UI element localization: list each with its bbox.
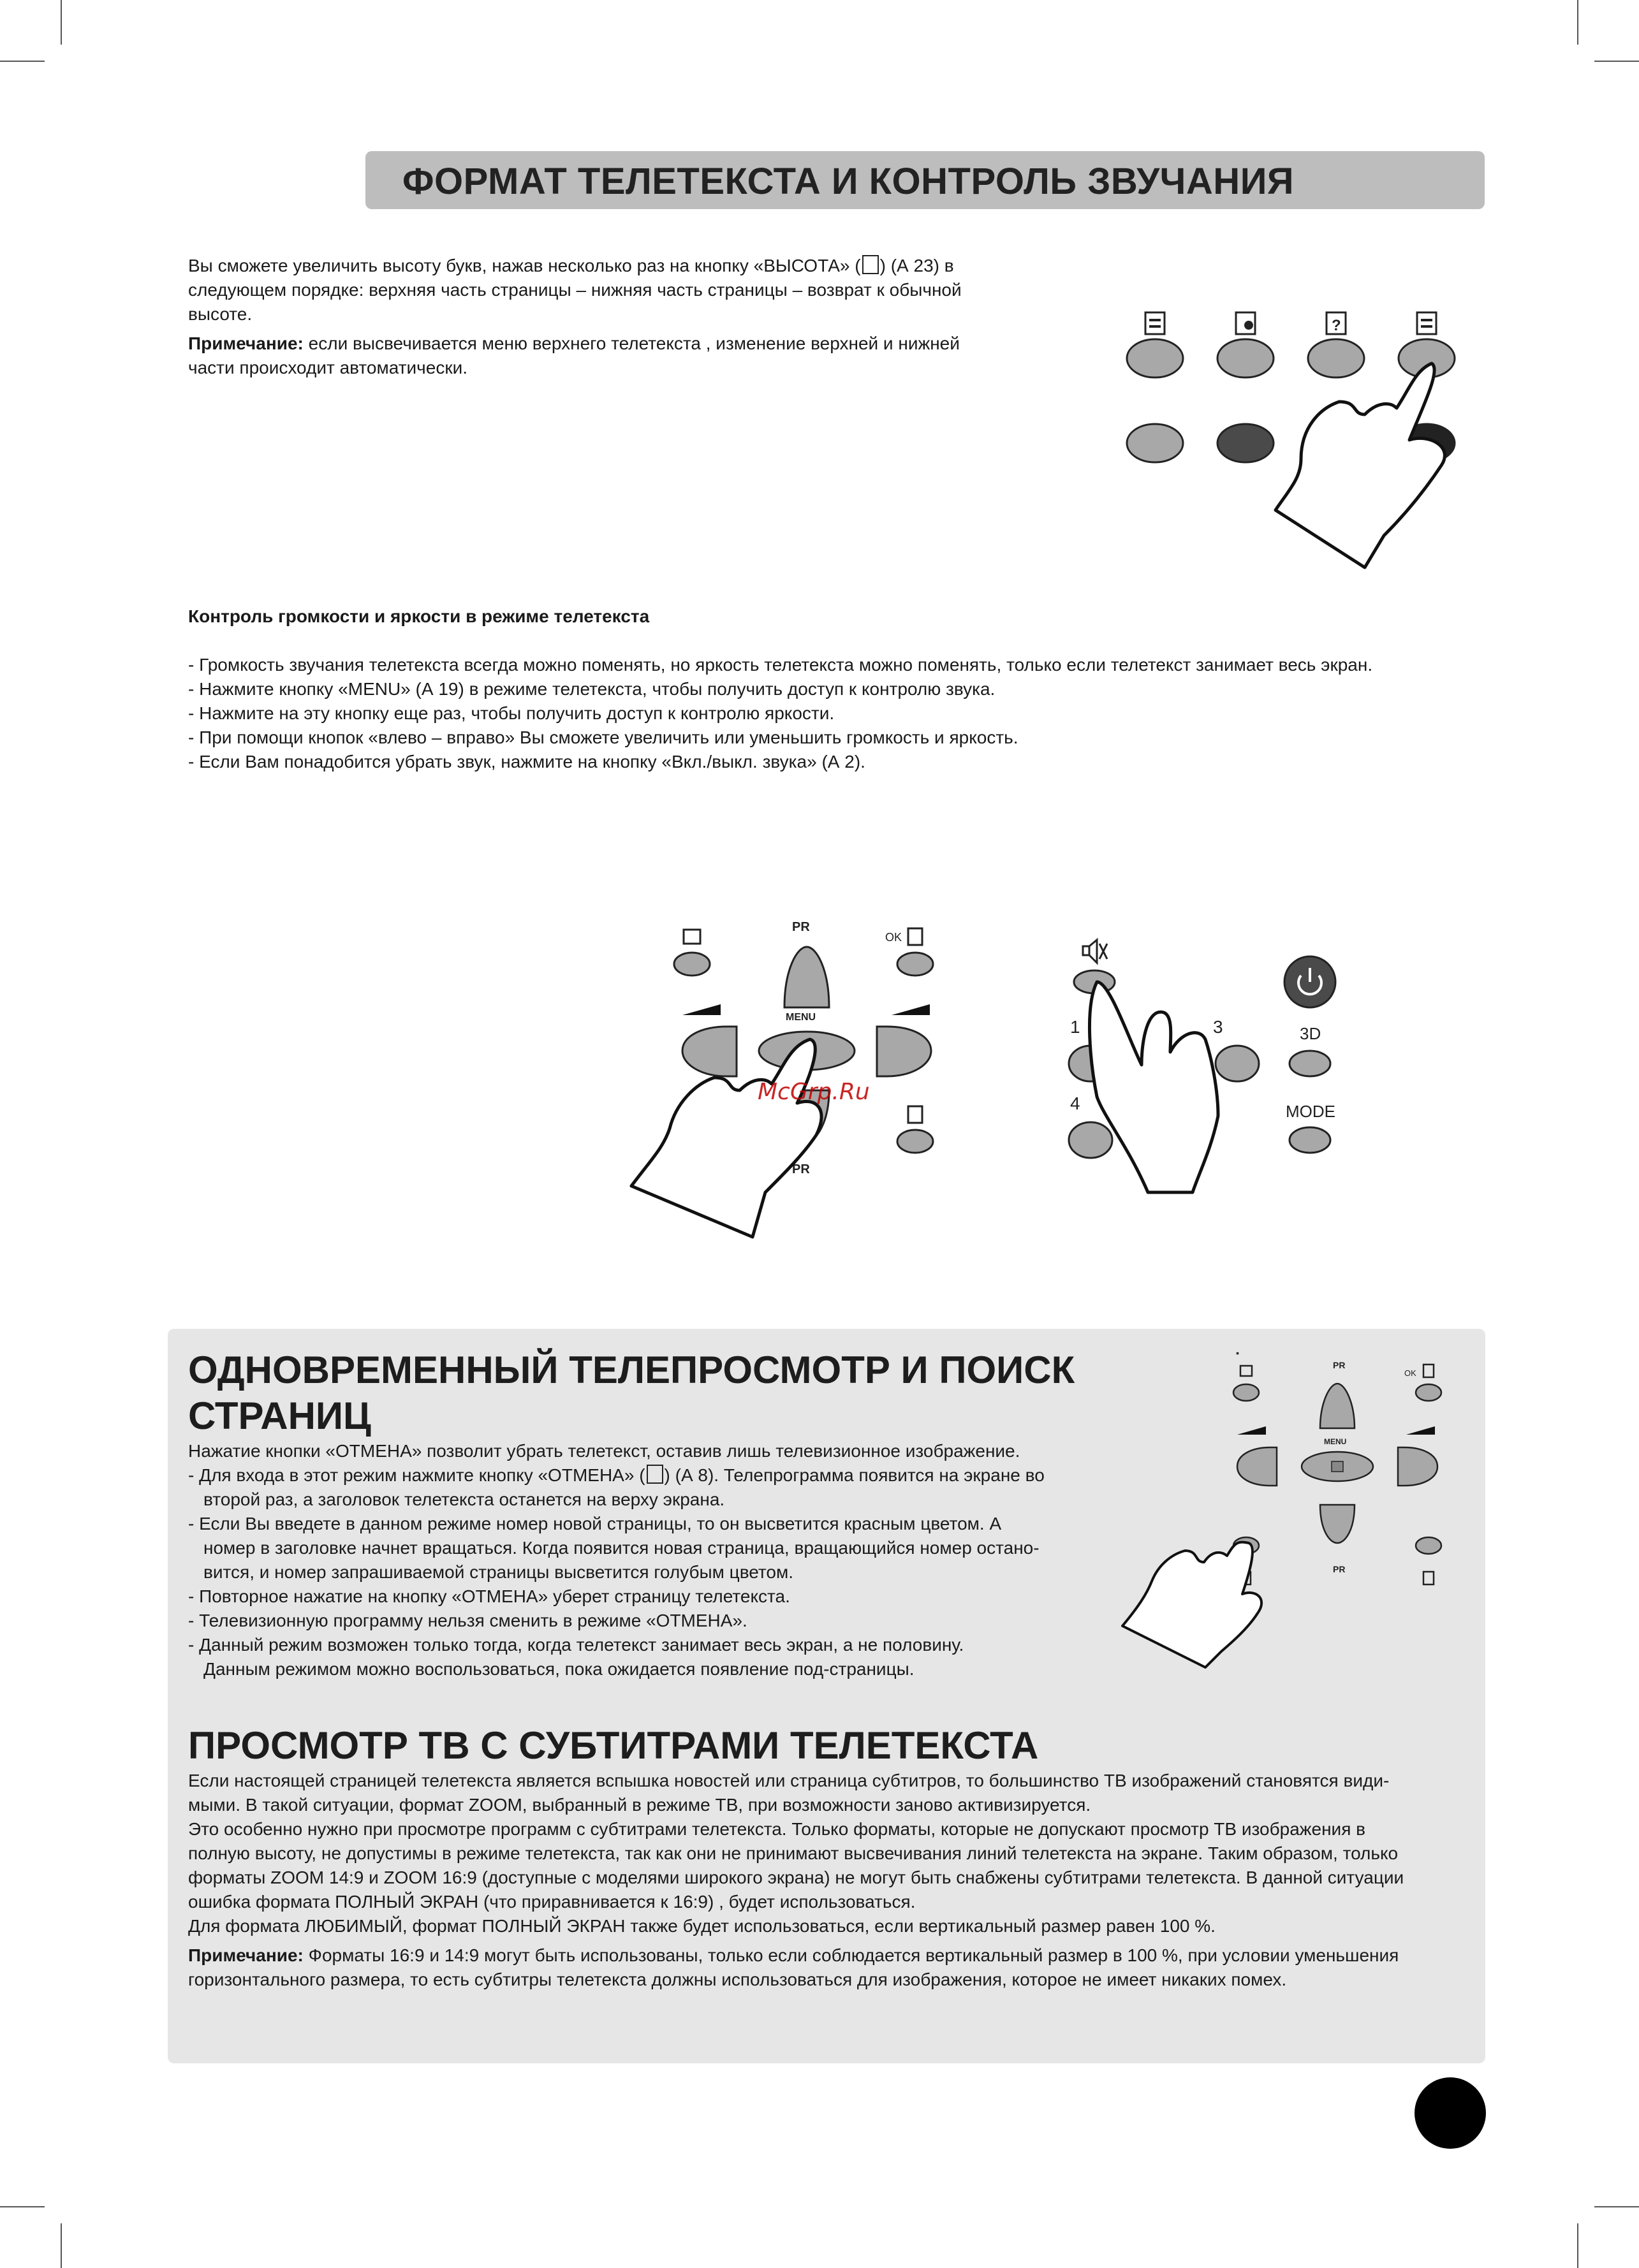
stop-icon [1332,1461,1343,1472]
section3-note: Примечание: Форматы 16:9 и 14:9 могут быть использованы, только если соблюдается вертикальный размер в 100 %, при условии уменьшения [188,1945,1399,1965]
crop-mark [0,2206,45,2207]
input-icon [1240,1366,1252,1376]
page-title-bar [365,151,1485,209]
intro-line-1: Вы сможете увеличить высоту букв, нажав несколько раз на кнопку «ВЫСОТА» ( ) (А 23) в [188,256,954,275]
teletext-icon [908,928,922,945]
section2-line: номер в заголовке начнет вращаться. Когда появится новая страница, вращающийся номер остано- [203,1538,1040,1558]
index-button [1217,339,1274,377]
key-3-label: 3 [1213,1017,1223,1037]
size-icon [1417,312,1436,334]
teletext-buttons-figure [1110,300,1492,580]
teletext-button [897,953,933,976]
crop-mark [1594,61,1639,62]
section2-line: второй раз, а заголовок телетекста останется на верху экрана. [203,1489,725,1509]
key-3 [1216,1046,1259,1081]
ok-label: OK [885,931,902,944]
list-icon [908,1106,922,1123]
crop-mark [1577,2223,1578,2268]
volume-block [188,604,1483,774]
section2-block [188,1347,1145,1681]
remote-cancel-figure [1110,1352,1467,1671]
menu-label: MENU [1324,1437,1347,1446]
right-button [1398,1447,1437,1486]
left-button [1237,1447,1277,1486]
section3-line: мыми. В такой ситуации, формат ZOOM, выбранный в режиме ТВ, при возможности заново активизируется. [188,1795,1091,1815]
input-button [674,953,710,976]
section3-note-line-2: горизонтального размера, то есть субтитры телетекста должны использоваться для изображения, которое не имеет никаких помех. [188,1970,1287,1989]
height-icon [862,255,879,274]
hold-button [1127,339,1183,377]
pr-label-top: PR [792,920,810,934]
pr-up-button [784,947,829,1007]
volume-heading: Контроль громкости и яркости в режиме телетекста [188,606,650,626]
pr-up-button [1320,1384,1355,1428]
teletext-button [1416,1384,1441,1401]
intro-line-2: следующем порядке: верхняя часть страницы – нижняя часть страницы – возврат к обычной [188,280,962,300]
menu-label: MENU [786,1012,816,1023]
volume-wedge-left-icon [682,1004,721,1015]
key-3d-label: 3D [1300,1024,1321,1043]
section2-line: - Повторное нажатие на кнопку «ОТМЕНА» уберет страницу телетекста. [188,1586,790,1606]
input-icon [684,930,700,944]
pointing-hand-icon [1089,982,1218,1192]
section3-line: Если настоящей страницей телетекста является вспышка новостей или страница субтитров, то большинство ТВ изображений становятся види- [188,1771,1390,1790]
page-title: ФОРМАТ ТЕЛЕТЕКСТА И КОНТРОЛЬ ЗВУЧАНИЯ [402,161,1295,202]
section3-line: Для формата ЛЮБИМЫЙ, формат ПОЛНЫЙ ЭКРАН также будет использоваться, если вертикальный размер равен 100 %. [188,1916,1216,1936]
pointing-hand-icon [1275,363,1444,567]
section3-line: полную высоту, не допустимы в режиме телетекста, так как они не принимают высвечивания линий телетекста на экране. Таким образом, только [188,1843,1399,1863]
volume-list [188,653,1483,774]
mute-icon [1083,940,1107,963]
pr-down-button [1320,1505,1355,1543]
list-item: - При помощи кнопок «влево – вправо» Вы сможете увеличить или уменьшить громкость и яркость. [188,728,1018,747]
intro-note-line-2: части происходит автоматически. [188,358,467,377]
section3-line: Это особенно нужно при просмотре программ с субтитрами телетекста. Только форматы, которые не допускают просмотр ТВ изображения в [188,1819,1366,1839]
pr-label-top: PR [1333,1360,1346,1370]
crop-mark [1594,2206,1639,2207]
crop-mark [0,61,45,62]
left-button [682,1027,737,1076]
section3-line: форматы ZOOM 14:9 и ZOOM 16:9 (доступные с моделями широкого экрана) не могут быть снабжены субтитрами телетекста. В данной ситуации [188,1868,1404,1887]
intro-note: Примечание: если высвечивается меню верхнего телетекста , изменение верхней и нижней [188,333,960,353]
hold-icon [1145,312,1165,334]
key-mode [1290,1127,1330,1153]
section3-block [188,1723,1483,1992]
section2-line: Нажатие кнопки «ОТМЕНА» позволит убрать телетекст, оставив лишь телевизионное изображение. [188,1441,1020,1461]
right-button [877,1027,931,1076]
section3-line: ошибка формата ПОЛНЫЙ ЭКРАН (что приравнивается к 16:9) , будет использоваться. [188,1892,916,1912]
key-mode-label: MODE [1286,1102,1335,1121]
section2-line: - Если Вы введете в данном режиме номер новой страницы, то он высветится красным цветом. А [188,1514,1002,1533]
reveal-button [1308,339,1364,377]
crop-mark [61,0,62,45]
volume-wedge-left-icon [1237,1426,1266,1435]
key-1-label: 1 [1070,1017,1080,1037]
pointing-hand-icon [1122,1542,1261,1667]
volume-wedge-right-icon [1406,1426,1435,1435]
list-item: - Громкость звучания телетекста всегда можно поменять, но яркость телетекста можно поменять, только если телетекст занимает весь экран. [188,655,1373,675]
section2-line: - Для входа в этот режим нажмите кнопку «ОТМЕНА» ( ) (А 8). Телепрограмма появится на экране во [188,1465,1045,1485]
section2-line: - Телевизионную программу нельзя сменить в режиме «ОТМЕНА». [188,1611,747,1630]
teletext-icon [1423,1364,1434,1377]
input-button [1233,1384,1259,1401]
list-button [1416,1537,1441,1554]
remote-mute-figure [1052,937,1371,1243]
watermark: McGrp.Ru [758,1079,870,1105]
pr-label-bottom: PR [792,1162,810,1176]
section2-line: Данным режимом можно воспользоваться, пока ожидается появление под-страницы. [203,1659,915,1679]
pr-label-bottom: PR [1333,1564,1346,1574]
section2-title-line-1: ОДНОВРЕМЕННЫЙ ТЕЛЕПРОСМОТР И ПОИСК [188,1349,1075,1391]
section2-line: - Данный режим возможен только тогда, когда телетекст занимает весь экран, а не половину. [188,1635,964,1655]
section2-title-line-2: СТРАНИЦ [188,1394,371,1437]
volume-wedge-right-icon [892,1004,930,1015]
section3-title: ПРОСМОТР ТВ С СУБТИТРАМИ ТЕЛЕТЕКСТА [188,1724,1039,1767]
svg-text:?: ? [1332,317,1341,334]
intro-block [188,254,1081,380]
ok-label: OK [1404,1368,1416,1378]
key-4 [1069,1122,1112,1158]
intro-line-3: высоте. [188,304,253,324]
list-icon [1423,1572,1434,1584]
list-item: - Если Вам понадобится убрать звук, нажмите на кнопку «Вкл./выкл. звука» (А 2). [188,752,865,772]
list-button [897,1130,933,1153]
list-item: - Нажмите кнопку «MENU» (А 19) в режиме телетекста, чтобы получить доступ к контролю звука. [188,679,996,699]
red-button [1127,424,1183,462]
crop-mark [61,2223,62,2268]
green-button [1217,424,1274,462]
list-item: - Нажмите на эту кнопку еще раз, чтобы получить доступ к контролю яркости. [188,703,835,723]
crop-mark [1577,0,1578,45]
key-4-label: 4 [1070,1094,1080,1113]
section2-line: вится, и номер запрашиваемой страницы высветится голубым цветом. [203,1562,794,1582]
key-3d [1290,1051,1330,1076]
cancel-icon [647,1465,663,1484]
page-number-marker [1415,2077,1486,2149]
